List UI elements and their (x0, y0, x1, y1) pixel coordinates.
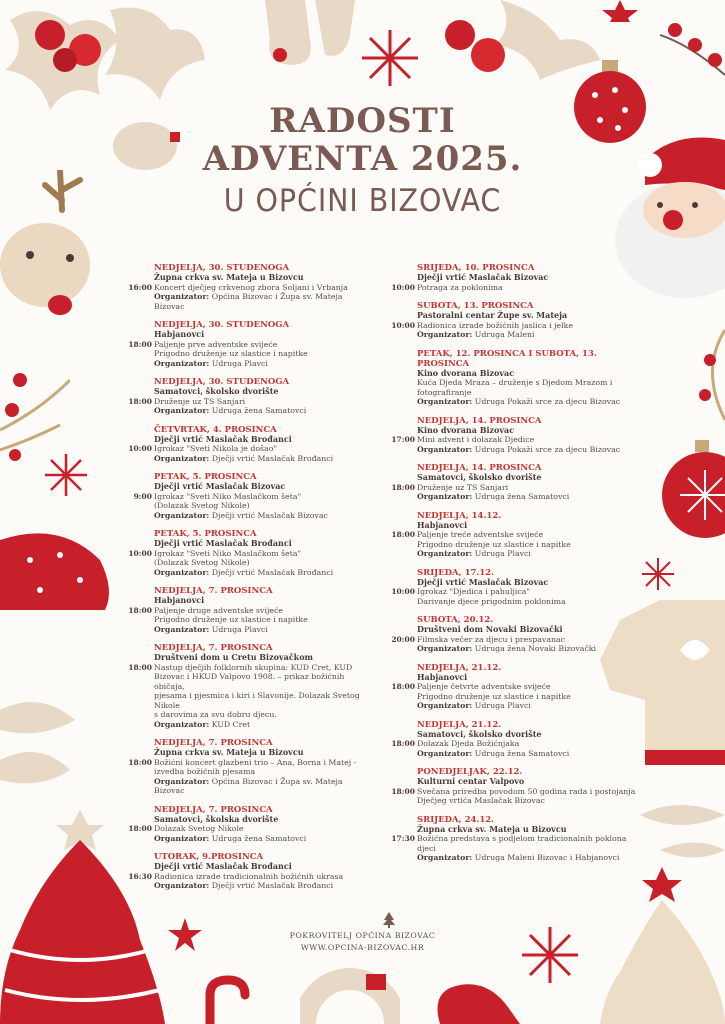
event-location: Habjanovci (417, 519, 468, 530)
event-date: PETAK, 5. PROSINCA (154, 529, 257, 539)
event-date: SRIJEDA, 17.12. (417, 567, 495, 578)
organizer-label: Organizator: (154, 510, 210, 520)
event-date: SRIJEDA, 10. PROSINCA (417, 263, 535, 273)
event-item (375, 720, 637, 759)
hat-left-icon (0, 520, 115, 620)
event-description: Prigodno druženje uz slastice i napitke (154, 615, 308, 624)
candy-cane-icon (200, 975, 260, 1024)
event-organizer (112, 511, 374, 521)
event-location: Habjanovci (417, 671, 468, 682)
event-time: 17:00 (391, 435, 415, 444)
event-organizer (112, 568, 374, 578)
event-location: Župna crkva sv. Mateja u Bizovcu (154, 747, 304, 757)
organizer-label: Organizator: (154, 624, 210, 634)
snowflake-right-icon (640, 556, 676, 592)
event-organizer (112, 292, 374, 311)
event-time: 18:00 (128, 605, 152, 615)
event-description: Božićni koncert glazbeni trio – Ana, Borna i Matej - (154, 757, 357, 767)
event-organizer (112, 454, 374, 464)
event-description: Bizovac i HKUD Valpovo 1908. – prikaz božićnih običaja, (154, 672, 345, 691)
organizer-name: Dječji vrtić Maslačak Brođanci (211, 567, 334, 577)
event-item (112, 472, 374, 520)
event-time: 17:30 (391, 834, 415, 843)
organizer-label: Organizator: (154, 776, 210, 786)
event-date: NEDJELJA, 30. STUDENOGA (154, 263, 290, 273)
event-description: Igrokaz "Djedica i pahuljica" (417, 587, 530, 596)
event-location: Župna crkva sv. Mateja u Bizovcu (417, 823, 567, 834)
event-item (375, 767, 637, 806)
event-organizer (112, 406, 374, 416)
event-date: NEDJELJA, 21.12. (417, 662, 502, 673)
event-description: Potraga za poklonima (417, 282, 503, 292)
organizer-label: Organizator: (417, 853, 473, 862)
sock-top-icon (255, 0, 365, 70)
organizer-name: Općina Bizovac i Župa sv. Mateja Bizovac (154, 776, 343, 795)
event-location: Samatovci, školsko dvorište (417, 472, 542, 482)
event-time: 18:00 (128, 662, 152, 672)
event-time: 16:00 (128, 282, 152, 292)
event-description: (Dolazak Svetog Nikole) (154, 501, 250, 510)
organizer-name: Udruga žena Samatovci (211, 406, 307, 415)
event-time: 10:00 (128, 548, 152, 558)
organizer-name: Općina Bizovac i Župa sv. Mateja Bizovac (154, 292, 343, 311)
event-description: Mini advent i dolazak Djedice (417, 435, 535, 444)
organizer-label: Organizator: (154, 292, 210, 301)
organizer-label: Organizator: (417, 644, 473, 653)
leaves-left-icon (0, 680, 80, 810)
organizer-name: Udruga žena Samatovci (474, 748, 570, 758)
event-organizer (112, 881, 374, 891)
organizer-label: Organizator: (417, 549, 473, 558)
event-date: NEDJELJA, 14. PROSINCA (417, 415, 542, 426)
organizer-name: Udruga Maleni Bizovac i Habjanovci (474, 853, 620, 862)
leaves-right-icon (640, 795, 725, 865)
event-location: Pastoralni centar Župe sv. Mateja (417, 310, 568, 320)
organizer-label: Organizator: (154, 833, 210, 843)
event-item (375, 815, 637, 863)
event-location: Dječji vrtić Maslačak Bizovac (417, 576, 549, 587)
event-date: SRIJEDA, 24.12. (417, 814, 495, 825)
event-organizer (375, 749, 637, 759)
event-date: NEDJELJA, 30. STUDENOGA (154, 320, 290, 330)
organizer-name: Udruga Plavci (474, 701, 531, 710)
event-description: fotografiranje (417, 387, 472, 397)
event-description: Dječjeg vrtića Maslačak Bizovac (417, 796, 545, 805)
event-description: Svečana priredba povodom 50 godina rada i postojanja (417, 786, 636, 796)
right-event-column (375, 263, 637, 872)
event-time: 18:00 (128, 339, 152, 349)
event-description: Filmska večer za djecu i prespavanac (417, 634, 566, 644)
organizer-label: Organizator: (154, 406, 210, 415)
event-description: Božićna predstava s podjelom tradicionalnih poklona djeci (417, 834, 627, 853)
event-time: 10:00 (391, 320, 415, 330)
event-description: Nastup dječjih folklornih skupina: KUD Cret, KUD (154, 662, 353, 672)
event-date: NEDJELJA, 7. PROSINCA (154, 586, 273, 596)
event-item (375, 663, 637, 711)
event-description: Paljenje četvrte adventske svijeće (417, 682, 551, 691)
organizer-label: Organizator: (417, 330, 473, 339)
event-date: UTORAK, 9.PROSINCA (154, 852, 264, 862)
organizer-name: KUD Cret (211, 719, 251, 729)
organizer-name: Udruga Maleni (474, 330, 535, 339)
snowflake-top-icon (360, 28, 420, 88)
event-item (375, 615, 637, 654)
event-item (112, 320, 374, 368)
organizer-name: Udruga Pokaži srce za djecu Bizovac (474, 444, 621, 454)
event-description: Darivanje djece prigodnim poklonima (417, 596, 566, 606)
event-time: 10:00 (391, 282, 415, 292)
event-location: Dječji vrtić Maslačak Bizovac (417, 272, 549, 282)
organizer-name: Dječji vrtić Maslačak Brođanci (211, 453, 334, 463)
event-organizer (112, 777, 374, 796)
event-location: Habjanovci (154, 329, 205, 339)
event-location: Habjanovci (154, 595, 205, 605)
footer-sponsor: POKROVITELJ OPĆINA BIZOVAC (289, 931, 436, 940)
event-item (375, 568, 637, 607)
event-item (112, 643, 374, 729)
event-date: NEDJELJA, 21.12. (417, 719, 502, 730)
event-time: 9:00 (133, 491, 152, 501)
event-location: Dječji vrtić Maslačak Bizovac (154, 481, 286, 491)
title-line-2: ADVENTA 2025. (202, 139, 523, 179)
event-date: NEDJELJA, 30. STUDENOGA (154, 377, 290, 387)
event-location: Dječji vrtić Maslačak Brođanci (154, 861, 292, 871)
organizer-label: Organizator: (417, 701, 473, 710)
event-item (375, 263, 637, 292)
organizer-name: Dječji vrtić Maslačak Bizovac (211, 510, 328, 520)
event-description: Prigodno druženje uz slastice i napitke (154, 349, 308, 358)
event-date: NEDJELJA, 7. PROSINCA (154, 643, 273, 653)
footer-website[interactable]: WWW.OPCINA-BIZOVAC.HR (300, 943, 425, 952)
organizer-name: Udruga žena Samatovci (474, 492, 570, 501)
event-description: Radionica izrade tradicionalnih božićnih ukrasa (154, 871, 344, 881)
organizer-name: Udruga Plavci (211, 358, 268, 368)
event-time: 18:00 (391, 786, 415, 796)
event-time: 10:00 (391, 587, 415, 596)
event-item (112, 425, 374, 464)
event-description: Igrokaz "Sveti Nikola je došao" (154, 444, 277, 453)
organizer-label: Organizator: (154, 567, 210, 577)
event-time: 18:00 (391, 739, 415, 748)
organizer-label: Organizator: (154, 358, 210, 368)
event-description: Paljenje prve adventske svijeće (154, 339, 278, 349)
title-line-1: RADOSTI (269, 101, 456, 141)
event-description: (Dolazak Svetog Nikole) (154, 558, 250, 567)
organizer-label: Organizator: (154, 719, 210, 729)
organizer-name: Udruga Plavci (211, 624, 268, 634)
left-event-column (112, 263, 374, 900)
event-item (112, 586, 374, 634)
event-time: 18:00 (391, 682, 415, 691)
ornament-right-icon (660, 440, 725, 540)
event-time: 18:00 (128, 396, 152, 406)
event-item (112, 529, 374, 577)
event-location: Društveni dom Novaki Bizovački (417, 624, 563, 634)
event-date: PONEDJELJAK, 22.12. (417, 767, 523, 777)
berries-right-icon (680, 320, 725, 430)
event-location: Samatovci, školsko dvorište (417, 728, 542, 739)
berries-top-right-icon (660, 15, 725, 90)
event-date: ČETVRTAK, 4. PROSINCA (154, 424, 277, 435)
event-item (375, 349, 637, 407)
event-time: 18:00 (128, 757, 152, 767)
event-organizer (112, 625, 374, 635)
wreath-icon (300, 960, 400, 1024)
event-time: 10:00 (128, 444, 152, 453)
event-organizer (375, 445, 637, 455)
snowflake-left-icon (43, 452, 89, 498)
event-date: NEDJELJA, 14. PROSINCA (417, 463, 542, 473)
event-description: Radionica izrade božićnih jaslica i jelke (417, 320, 573, 330)
event-item (112, 852, 374, 891)
event-location: Kulturni centar Valpovo (417, 776, 525, 786)
event-time: 20:00 (391, 634, 415, 644)
event-organizer (112, 834, 374, 844)
event-description: Druženje uz TS Sanjari (417, 482, 509, 492)
mitten-icon (430, 980, 520, 1024)
event-organizer (375, 701, 637, 711)
event-description: Prigodno druženje uz slastice i napitke (417, 691, 571, 701)
event-time: 16:30 (128, 871, 152, 881)
event-item (375, 463, 637, 502)
event-description: izvedba božićnih pjesama (154, 767, 256, 776)
event-location: Kino dvorana Bizovac (417, 424, 515, 435)
event-organizer (375, 853, 637, 863)
event-item (112, 263, 374, 311)
organizer-name: Udruga Plavci (474, 549, 531, 558)
event-description: Kuća Djeda Mraza – druženje s Djedom Mrazom i (417, 378, 613, 387)
event-location: Dječji vrtić Maslačak Brođanci (154, 538, 292, 548)
organizer-label: Organizator: (417, 748, 473, 758)
event-item (375, 511, 637, 559)
event-date: NEDJELJA, 7. PROSINCA (154, 738, 273, 748)
event-description: Dolazak Svetog Nikole (154, 824, 244, 833)
event-organizer (375, 330, 637, 340)
event-organizer (375, 644, 637, 654)
event-description: Paljenje treće adventske svijeće (417, 530, 544, 539)
event-date: SUBOTA, 20.12. (417, 615, 494, 625)
event-description: Druženje uz TS Sanjari (154, 396, 246, 406)
event-item (375, 416, 637, 455)
event-description: Dolazak Djeda Božićnjaka (417, 739, 520, 748)
event-organizer (112, 359, 374, 369)
event-organizer (375, 492, 637, 502)
organizer-label: Organizator: (154, 453, 210, 463)
event-time: 18:00 (128, 824, 152, 833)
event-organizer (375, 397, 637, 407)
event-location: Samatovci, školsko dvorište (154, 386, 279, 396)
title-line-3: U OPĆINI BIZOVAC (223, 183, 502, 219)
organizer-label: Organizator: (417, 492, 473, 501)
event-description: Prigodno druženje uz slastice i napitke (417, 539, 571, 549)
event-date: NEDJELJA, 7. PROSINCA (154, 804, 273, 815)
event-date: PETAK, 12. PROSINCA I SUBOTA, 13. PROSINCA (417, 348, 597, 369)
event-description: s darovima za svu dobru djecu. (154, 710, 277, 719)
event-description: Igrokaz "Sveti Niko Maslačkom šeta" (154, 548, 302, 558)
event-date: PETAK, 5. PROSINCA (154, 472, 257, 482)
organizer-name: Udruga Pokaži srce za djecu Bizovac (474, 397, 621, 406)
event-location: Dječji vrtić Maslačak Brođanci (154, 433, 292, 444)
event-time: 18:00 (391, 530, 415, 539)
event-description: pjesama i pjesmica i kiri i Slavonije. Dolazak Svetog Nikole (154, 691, 360, 710)
event-location: Samatovci, školska dvorište (154, 813, 279, 824)
star-top-right-icon (600, 0, 640, 22)
organizer-label: Organizator: (417, 397, 473, 406)
event-organizer (112, 720, 374, 730)
event-time: 18:00 (391, 482, 415, 492)
event-item (112, 805, 374, 844)
event-item (375, 301, 637, 340)
event-description: Igrokaz "Sveti Niko Maslačkom šeta" (154, 491, 302, 501)
event-description: Paljenje druge adventske svijeće (154, 605, 283, 615)
organizer-label: Organizator: (417, 444, 473, 454)
organizer-label: Organizator: (154, 881, 210, 890)
event-date: SUBOTA, 13. PROSINCA (417, 301, 534, 311)
event-item (112, 738, 374, 796)
event-location: Društveni dom u Cretu Bizovačkom (154, 652, 314, 662)
event-date: NEDJELJA, 14.12. (417, 510, 502, 521)
event-location: Kino dvorana Bizovac (417, 367, 515, 378)
organizer-name: Udruga žena Novaki Bizovački (474, 644, 597, 653)
tree-small-icon (383, 912, 395, 928)
event-item (112, 377, 374, 416)
organizer-name: Udruga žena Samatovci (211, 833, 307, 843)
event-description: Koncert dječjeg crkvenog zbora Soljani i Vrbanja (154, 282, 348, 292)
organizer-name: Dječji vrtić Maslačak Brođanci (211, 881, 334, 890)
event-location: Župna crkva sv. Mateja u Bizovcu (154, 272, 304, 282)
event-organizer (375, 549, 637, 559)
